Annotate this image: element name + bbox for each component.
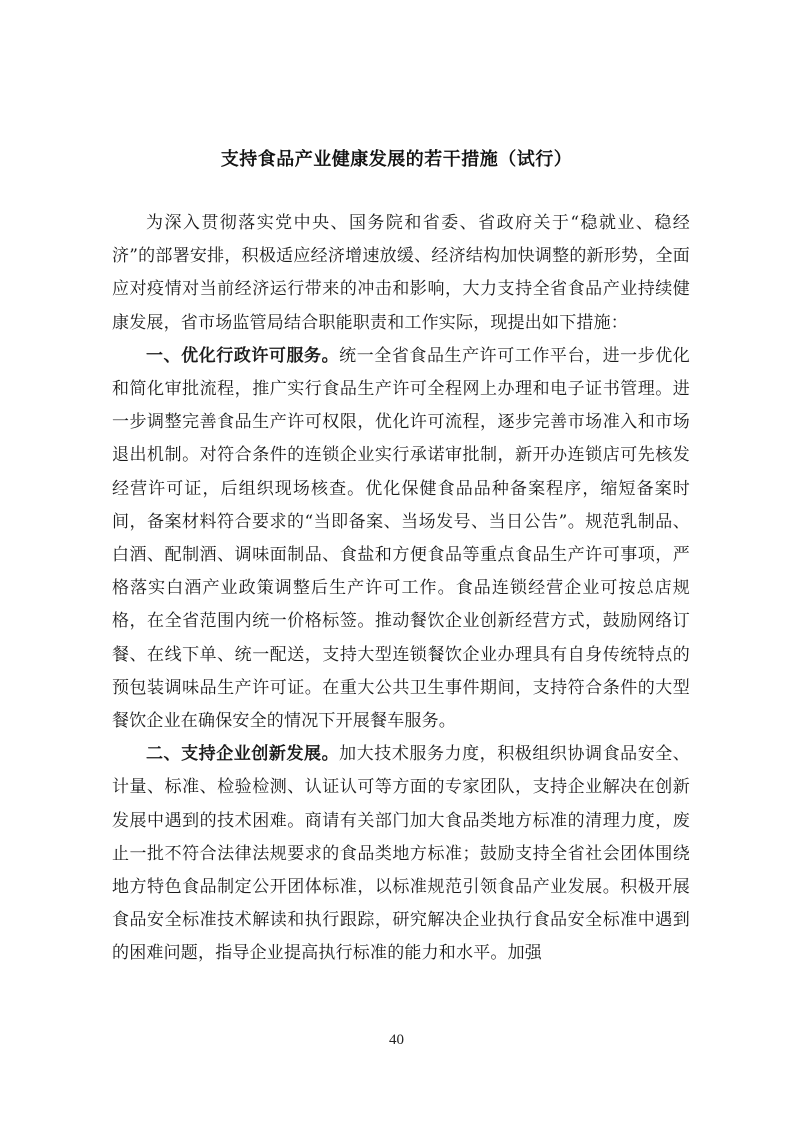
document-title: 支持食品产业健康发展的若干措施（试行） (220, 149, 573, 170)
section-2-heading: 二、支持企业创新发展。 (146, 744, 340, 765)
page-number: 40 (389, 1032, 404, 1048)
section-2-paragraph (112, 738, 690, 970)
section-1-text: 统一全省食品生产许可工作平台，进一步优化和简化审批流程，推广实行食品生产许可全程网上办理和电子证书管理。进一步调整完善食品生产许可权限，优化许可流程，逐步完善市场准入和市场退出机制。对符合条件的连锁企业实行承诺审批制，新开办连锁店可先核发经营许可证，后组织现场核查。优化保健食品品种备案程序，缩短备案时间，备案材料符合要求的“当即备案、当场发号、当日公告”。规范乳制品、白酒、配制酒、调味面制品、食盐和方便食品等重点食品生产许可事项，严格落实白酒产业政策调整后生产许可工作。食品连锁经营企业可按总店规格，在全省范围内统一价格标签。推动餐饮企业创新经营方式，鼓励网络订餐、在线下单、统一配送，支持大型连锁餐饮企业办理具有自身传统特点的预包装调味品生产许可证。在重大公共卫生事件期间，支持符合条件的大型餐饮企业在确保安全的情况下开展餐车服务。 (112, 345, 691, 732)
section-1-paragraph (112, 340, 690, 738)
document-body (112, 207, 690, 971)
intro-paragraph (112, 207, 690, 340)
section-1-heading: 一、优化行政许可服务。 (146, 345, 340, 366)
section-2-text: 加大技术服务力度，积极组织协调食品安全、计量、标准、检验检测、认证认可等方面的专家团队，支持企业解决在创新发展中遇到的技术困难。商请有关部门加大食品类地方标准的清理力度，废止一批不符合法律法规要求的食品类地方标准；鼓励支持全省社会团体围绕地方特色食品制定公开团体标准，以标准规范引领食品产业发展。积极开展食品安全标准技术解读和执行跟踪，研究解决企业执行食品安全标准中遇到的困难问题，指导企业提高执行标准的能力和水平。加强 (112, 744, 691, 964)
intro-text: 为深入贯彻落实党中央、国务院和省委、省政府关于“稳就业、稳经济”的部署安排，积极适应经济增速放缓、经济结构加快调整的新形势，全面应对疫情对当前经济运行带来的冲击和影响，大力支持全省食品产业持续健康发展，省市场监管局结合职能职责和工作实际，现提出如下措施： (112, 213, 690, 333)
